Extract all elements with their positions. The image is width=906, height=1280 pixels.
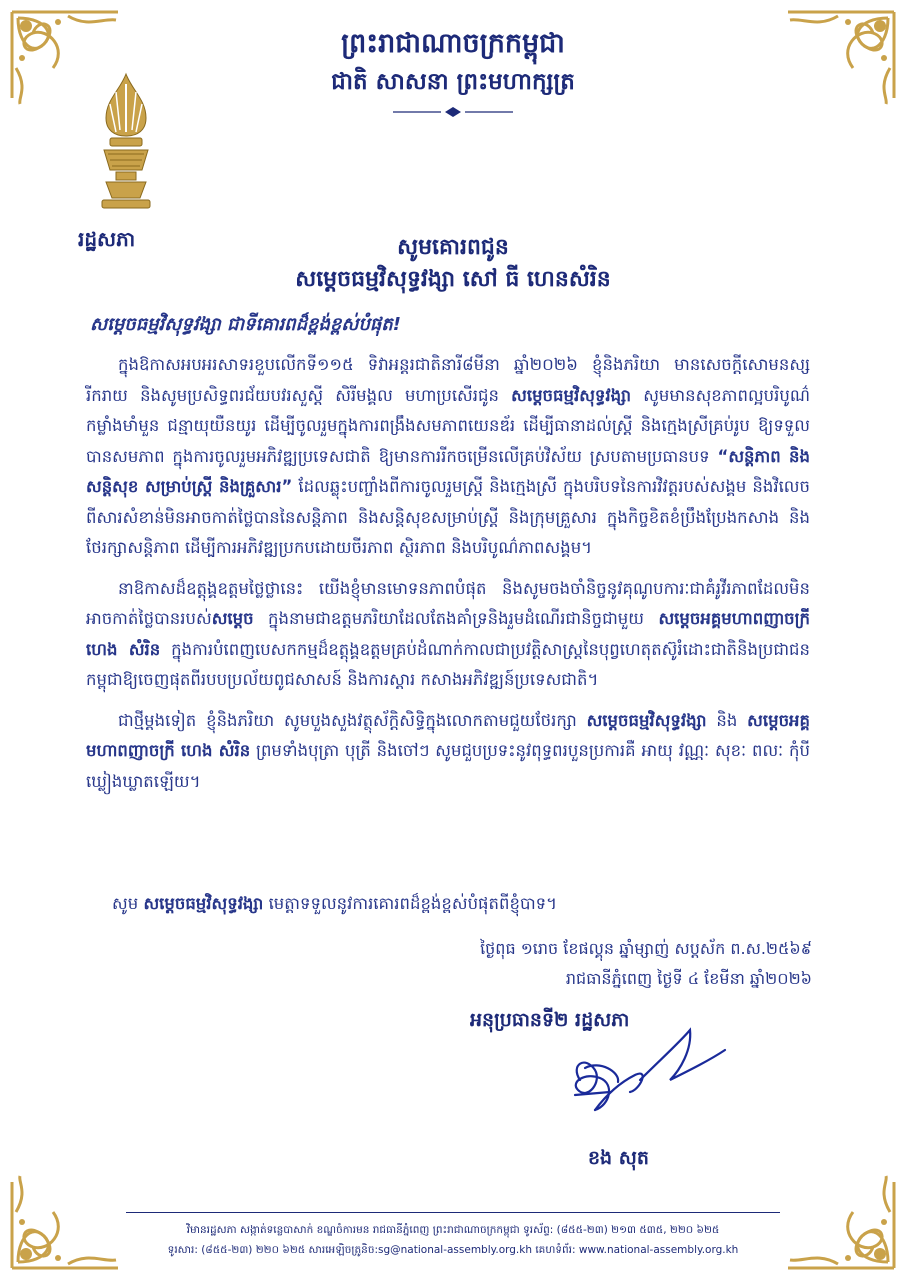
national-motto: ជាតិ សាសនា ព្រះមហាក្សត្រ [331,69,575,95]
signer-name: ខង សុត [588,1147,649,1169]
theme-quote: “សន្តិភាព និង សន្តិសុខ សម្រាប់ស្ត្រី និងគ្រួសារ” [86,446,810,496]
footer-contacts: ទូរសារ: (៨៥៥-២៣) ២២០ ៦២៥ សារអេឡិចត្រូនិច:sg@national-assembly.org.kh គេហទំព័រ: www.national-assembly.org.kh [167,1244,739,1256]
footer-divider [126,1212,780,1213]
institution-name: រដ្ឋសភា [78,227,136,251]
footer-address: វិមានរដ្ឋសភា សង្កាត់ទន្លេបាសាក់ ខណ្ឌចំការមន រាជធានីភ្នំពេញ ព្រះរាជាណាចក្រកម្ពុជា ទូរស័ព្ទ: (៨៥៥-២៣) ២១៣ ៥៣៥, ២២០ ៦២៥ [186,1224,720,1236]
letter-body [86,350,810,807]
salutation: សម្តេចធម្មវិសុទ្ធវង្សា ជាទីគោរពដ៏ខ្ពង់ខ្ពស់បំផុត! [90,314,401,335]
solar-date: រាជធានីភ្នំពេញ ថ្ងៃទី ៤ ខែមីនា ឆ្នាំ២០២៦ [565,969,812,988]
divider-ornament-icon [393,106,513,118]
signer-title: អនុប្រធានទី២ រដ្ឋសភា [470,1009,630,1031]
closing-text: មេត្តាទទួលនូវការគោរពដ៏ខ្ពង់ខ្ពស់បំផុតពីខ្ញុំបាទ។ [263,894,558,913]
kingdom-title: ព្រះរាជាណាចក្រកម្ពុជា [341,28,565,59]
closing-text: សូម [112,894,144,913]
body-paragraph [86,350,810,564]
respect-heading: សូមគោរពជូន [397,235,509,260]
paragraph-text: ជាថ្មីម្តងទៀត ខ្ញុំនិងភរិយា សូមបួងសួងវត្ថុស័ក្តិសិទ្ធិក្នុងលោកតាមជួយថែរក្សា [118,710,587,730]
paragraph-text: សូមមានសុខភាពល្អបរិបូណ៌ កម្លាំងមាំមួន ជន្មាយុយឺនយូរ ដើម្បីចូលរួមក្នុងការពង្រឹងសមភាពយេនឌ័រ ដើម្បីធានាដល់ស្ត្រី និងក្មេងស្រីគ្រប់រូប ឱ្យទទួលបានសមភាព ក្នុងការចូលរួមអភិវឌ្ឍប្រទេសជាតិ ឱ្យមានការរីកចម្រើនលើគ្រប់វិស័យ ស្របតាមប្រធានបទ [86,385,810,466]
paragraph-text: ក្នុងការបំពេញបេសកកម្មដ៏ឧត្តុង្គឧត្តមគ្រប់ដំណាក់កាលជាប្រវត្តិសាស្ត្រនៃបុព្វហេតុតស៊ូរំដោះជាតិនិងប្រជាជនកម្ពុជាឱ្យចេញផុតពីរបបប្រល័យពូជសាសន៍ និងការស្តារ កសាងអភិវឌ្ឍន៍ប្រទេសជាតិ។ [86,639,810,689]
emphasized-name: សម្តេចធម្មវិសុទ្ធវង្សា [143,894,264,913]
paragraph-text: ក្នុងនាមជាឧត្តមភរិយាដែលតែងគាំទ្រនិងរួមដំណើរជានិច្ចជាមួយ [253,609,659,628]
paragraph-text: នាឱកាសដ៏ឧត្តុង្គឧត្តមថ្លៃថ្លានេះ យើងខ្ញុំមានមោទនភាពបំផុត និងសូមចងចាំនិច្ចនូវគុណូបការៈជាគំរូវីរភាពដែលមិនអាចកាត់ថ្លៃបានរបស់ [86,578,810,628]
emphasized-name: សម្តេច [211,609,254,628]
paragraph-text: និង [706,710,748,730]
body-paragraph [86,574,810,696]
handwritten-signature-icon [540,1020,730,1130]
paragraph-text: ព្រមទាំងបុត្រា បុត្រី និងចៅៗ សូមជួបប្រទះនូវពុទ្ធពរបួនប្រការគឺ អាយុ វណ្ណៈ សុខៈ ពលៈ កុំបីឃ្លៀងឃ្លាតឡើយ។ [86,741,810,791]
emphasized-name: សម្តេចធម្មវិសុទ្ធវង្សា [586,710,707,730]
paragraph-text: ដែលឆ្លុះបញ្ចាំងពីការចូលរួមស្ត្រី និងក្មេងស្រី ក្នុងបរិបទនៃការវិវត្តរបស់សង្គម និងវិលេចពីសារសំខាន់មិនអាចកាត់ថ្លៃបាននៃសន្តិភាព និងសន្តិសុខសម្រាប់ស្ត្រី និងក្រុមគ្រួសារ ក្នុងកិច្ចខិតខំប្រឹងប្រែងកសាង និងថែរក្សាសន្តិភាព ដើម្បីការអភិវឌ្ឍប្រកបដោយចីរភាព ស្ថិរភាព និងបរិបូណ៌ភាពសង្គម។ [86,477,810,557]
lunar-date: ថ្ងៃពុធ ១រោច ខែផល្គុន ឆ្នាំម្សាញ់ សប្តស័ក ព.ស.២៥៦៩ [480,939,812,958]
body-paragraph [86,706,810,798]
paragraph-text: ក្នុងឱកាសអបអរសាទរខួបលើកទី១១៥ ទិវាអន្តរជាតិនារី៨មីនា ឆ្នាំ២០២៦ ខ្ញុំនិងភរិយា មានសេចក្តីសោមនស្សរីករាយ និងសូមប្រសិទ្ធពរជ័យបវរសួស្តី សិរីមង្គល មហាប្រសើរជូន [86,355,810,405]
letter-footer [0,1220,906,1260]
national-assembly-emblem-icon [76,70,176,220]
recipient-heading: សម្តេចធម្មវិសុទ្ធវង្សា សៅ ធី ហេនសំរិន [295,267,611,292]
closing-line [112,894,557,918]
emphasized-name: សម្តេចធម្មវិសុទ្ធវង្សា [511,385,632,405]
emphasized-name: សម្តេចអគ្គមហាពញាចក្រី ហេង សំរិន [86,710,810,760]
date-block [480,934,812,994]
emphasized-name: សម្តេចអគ្គមហាពញាចក្រី ហេង សំរិន [86,609,810,659]
